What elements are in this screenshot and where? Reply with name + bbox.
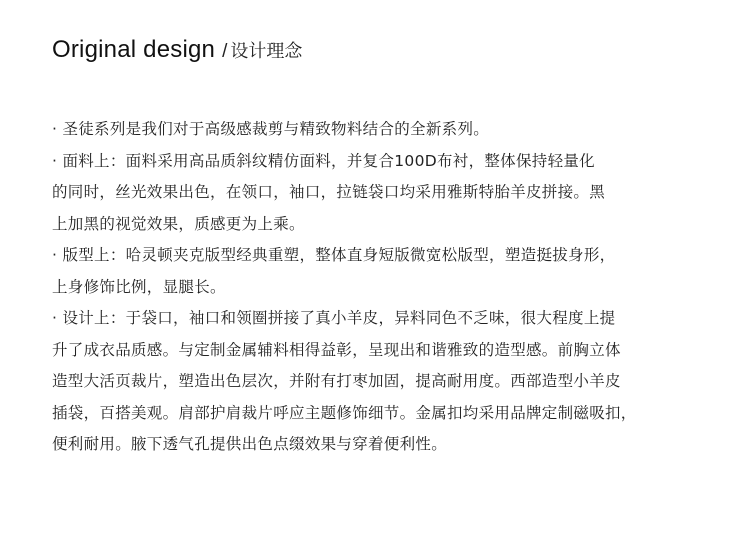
text-line: · 设计上：于袋口，袖口和领圈拼接了真小羊皮，异料同色不乏味，很大程度上提 bbox=[52, 309, 616, 327]
description-body bbox=[52, 114, 722, 461]
text-line: 插袋，百搭美观。肩部护肩裁片呼应主题修饰细节。金属扣均采用品牌定制磁吸扣， bbox=[52, 403, 637, 422]
text-line: 升了成衣品质感。与定制金属辅料相得益彰，呈现出和谐雅致的造型感。前胸立体 bbox=[52, 340, 621, 359]
text-line: · 面料上：面料采用高品质斜纹精仿面料，并复合100D布衬，整体保持轻量化 bbox=[52, 151, 595, 170]
heading-separator: / bbox=[222, 41, 228, 62]
text-line: 造型大活页裁片，塑造出色层次，并附有打枣加固，提高耐用度。西部造型小羊皮 bbox=[52, 372, 621, 390]
text-line: 上身修饰比例，显腿长。 bbox=[52, 277, 226, 296]
text-line: 的同时，丝光效果出色，在领口，袖口，拉链袋口均采用雅斯特胎羊皮拼接。黑 bbox=[52, 183, 606, 201]
heading-english: Original design bbox=[52, 36, 216, 63]
heading-chinese: 设计理念 bbox=[230, 41, 303, 62]
text-line: 便利耐用。腋下透气孔提供出色点缀效果与穿着便利性。 bbox=[52, 435, 448, 453]
text-line: · 版型上：哈灵顿夹克版型经典重塑，整体直身短版微宽松版型，塑造挺拔身形， bbox=[52, 246, 616, 264]
section-heading bbox=[52, 33, 302, 69]
text-line: · 圣徒系列是我们对于高级感裁剪与精致物料结合的全新系列。 bbox=[52, 120, 490, 138]
text-line: 上加黑的视觉效果，质感更为上乘。 bbox=[52, 214, 305, 233]
